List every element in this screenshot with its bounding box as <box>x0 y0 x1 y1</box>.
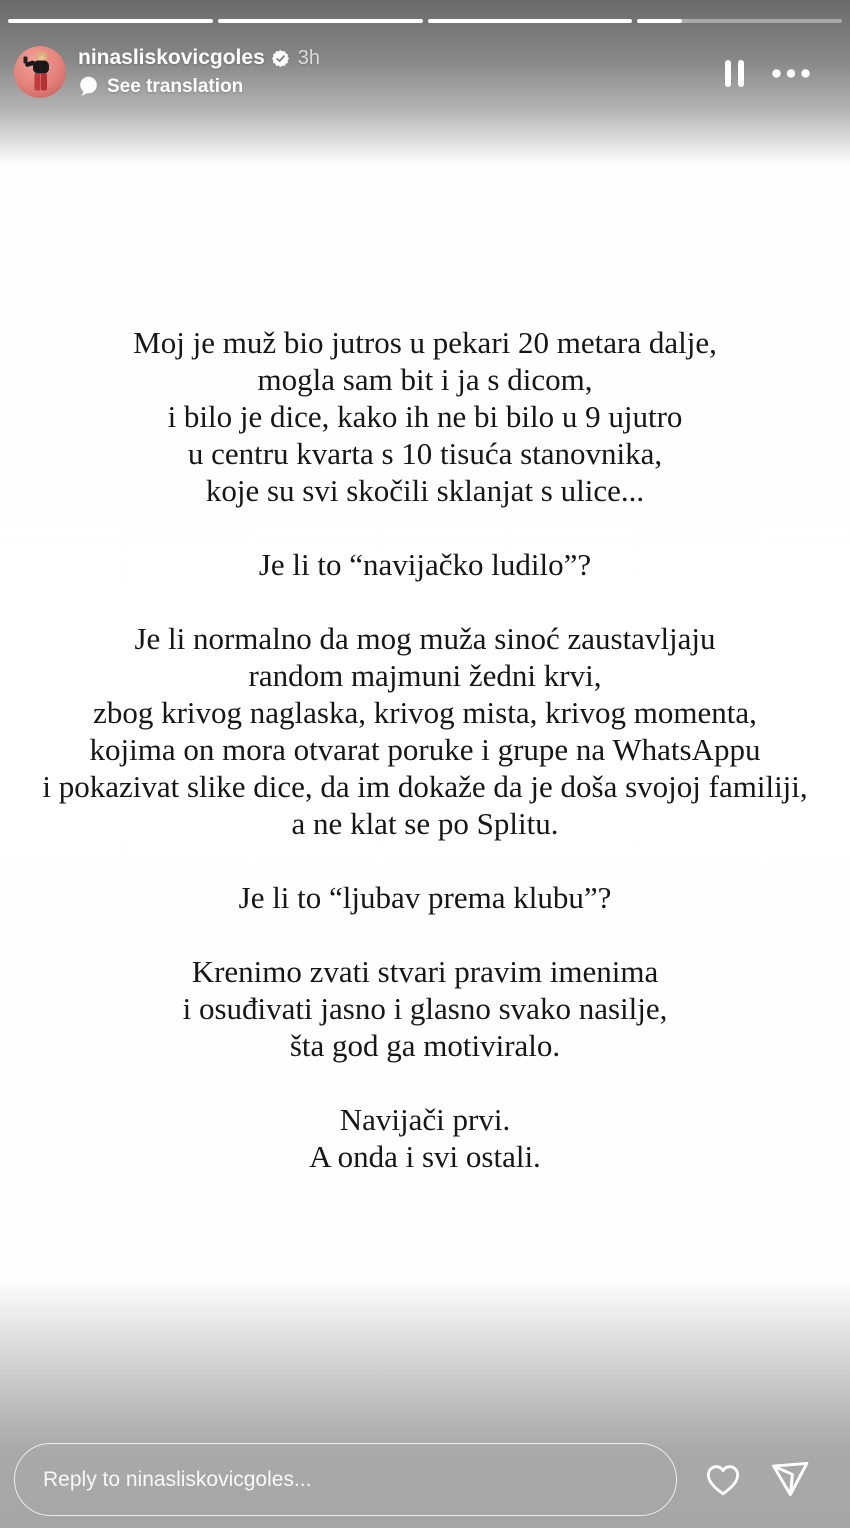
story-line: u centru kvarta s 10 tisuća stanovnika, <box>187 436 663 471</box>
story-progress-bar <box>8 19 842 23</box>
story-line: i osuđivati jasno i glasno svako nasilje, <box>182 991 668 1026</box>
verified-badge-icon <box>272 50 289 67</box>
story-line: šta god ga motiviralo. <box>289 1028 561 1063</box>
see-translation-button[interactable] <box>78 75 320 98</box>
share-button[interactable] <box>766 1456 814 1502</box>
progress-segment <box>8 19 213 23</box>
story-paragraph <box>0 546 850 583</box>
progress-segment <box>428 19 633 23</box>
reply-input[interactable] <box>14 1443 677 1516</box>
progress-segment <box>637 19 842 23</box>
more-options-icon <box>772 69 810 78</box>
story-paragraph <box>0 324 850 509</box>
avatar[interactable] <box>14 46 66 98</box>
story-paragraph <box>0 620 850 842</box>
username[interactable]: ninasliskovicgoles <box>78 46 265 69</box>
story-line: Je li to “navijačko ludilo”? <box>258 547 592 582</box>
story-paragraph <box>0 879 850 916</box>
story-line: Moj je muž bio jutros u pekari 20 metara dalje, <box>133 325 717 360</box>
like-button[interactable] <box>701 1458 745 1502</box>
story-line: Krenimo zvati stvari pravim imenima <box>191 954 659 989</box>
pause-icon <box>725 60 731 87</box>
progress-segment <box>218 19 423 23</box>
story-timestamp: 3h <box>297 46 320 69</box>
paper-plane-icon <box>768 1458 812 1500</box>
story-line: koje su svi skočili sklanjat s ulice... <box>205 473 645 508</box>
story-header <box>14 46 836 98</box>
header-controls <box>725 60 810 87</box>
story-text <box>0 324 850 1175</box>
story-line: kojima on mora otvarat poruke i grupe na WhatsAppu <box>89 732 761 767</box>
story-paragraph <box>0 953 850 1064</box>
story-line: a ne klat se po Splitu. <box>291 806 559 841</box>
story-line: i pokazivat slike dice, da im dokaže da je doša svojoj familiji, <box>42 769 808 804</box>
avatar-image <box>14 46 66 98</box>
pause-button[interactable] <box>725 60 744 87</box>
story-paragraph <box>0 1101 850 1175</box>
pause-icon <box>738 60 744 87</box>
story-line: A onda i svi ostali. <box>309 1139 541 1174</box>
story-line: zbog krivog naglaska, krivog mista, krivog momenta, <box>93 695 757 730</box>
story-line: random majmuni žedni krvi, <box>248 658 602 693</box>
heart-icon <box>702 1460 744 1500</box>
story-line: mogla sam bit i ja s dicom, <box>257 362 593 397</box>
story-line: Je li normalno da mog muža sinoć zaustavljaju <box>134 621 716 656</box>
story-line: i bilo je dice, kako ih ne bi bilo u 9 ujutro <box>167 399 683 434</box>
translation-bubble-icon <box>78 76 98 97</box>
more-options-button[interactable] <box>772 69 810 78</box>
story-line: Je li to “ljubav prema klubu”? <box>238 880 612 915</box>
see-translation-label: See translation <box>107 75 244 97</box>
story-line: Navijači prvi. <box>339 1102 511 1137</box>
header-name-block <box>78 46 320 98</box>
